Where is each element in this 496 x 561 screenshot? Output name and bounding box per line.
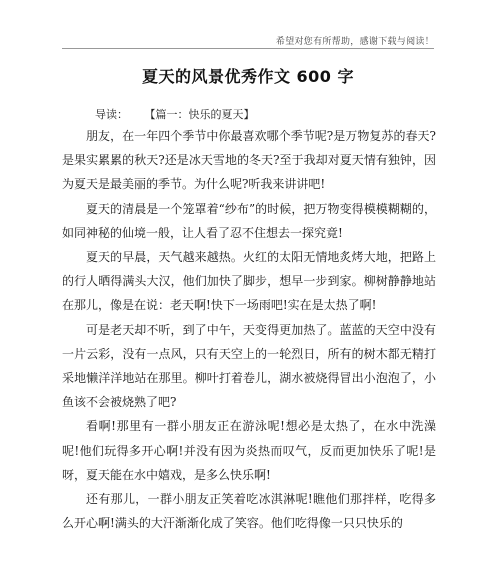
paragraph-1: 朋友，在一年四个季节中你最喜欢哪个季节呢?是万物复苏的春天?是果实累累的秋天?还是冰天雪地的冬天?至于我却对夏天情有独钟，因为夏天是最美丽的季节。为什么呢?听我来讲讲吧! — [62, 129, 436, 192]
guide-section-title: 【篇一：快乐的夏天】 — [150, 108, 255, 121]
paragraph-6: 还有那儿，一群小朋友正笑着吃冰淇淋呢!瞧他们那拌样，吃得多么开心啊!满头的大汗渐渐化成了笑容。他们吃得像一只只快乐的 — [62, 492, 436, 531]
paragraph-4: 可是老天却不听，到了中午，天变得更加热了。蓝蓝的天空中没有一片云彩，没有一点风，只有天空上的一轮烈日，所有的树木都无精打采地懒洋洋地站在那里。柳叶打着卷儿，湖水被烧得冒出小泡泡了，小鱼该不会被烧熟了吧? — [62, 322, 436, 410]
guide-label: 导读： — [95, 108, 128, 121]
document-title: 夏天的风景优秀作文 600 字 — [141, 67, 355, 86]
header-note: 希望对您有所帮助，感谢下载与阅读！ — [275, 37, 434, 47]
paragraph-2: 夏天的清晨是一个笼罩着“纱布”的时候，把万物变得模模糊糊的，如同神秘的仙境一般，让人看了忍不住想去一探究竟! — [62, 201, 436, 240]
guide-line — [95, 106, 255, 122]
paragraph-5: 看啊!那里有一群小朋友正在游泳呢!想必是太热了，在水中洗澡呢!他们玩得多开心啊!并没有因为炎热而叹气，反而更加快乐了呢!是呀，夏天能在水中嬉戏，是多么快乐啊! — [62, 419, 436, 482]
document-body — [62, 124, 436, 535]
header-divider — [62, 48, 434, 49]
paragraph-3: 夏天的早晨，天气越来越热。火红的太阳无情地炙烤大地，把路上的行人晒得满头大汉，他们加快了脚步，想早一步到家。柳树静静地站在那儿，像是在说：老天啊!快下一场雨吧!实在是太热了啊! — [62, 250, 436, 313]
